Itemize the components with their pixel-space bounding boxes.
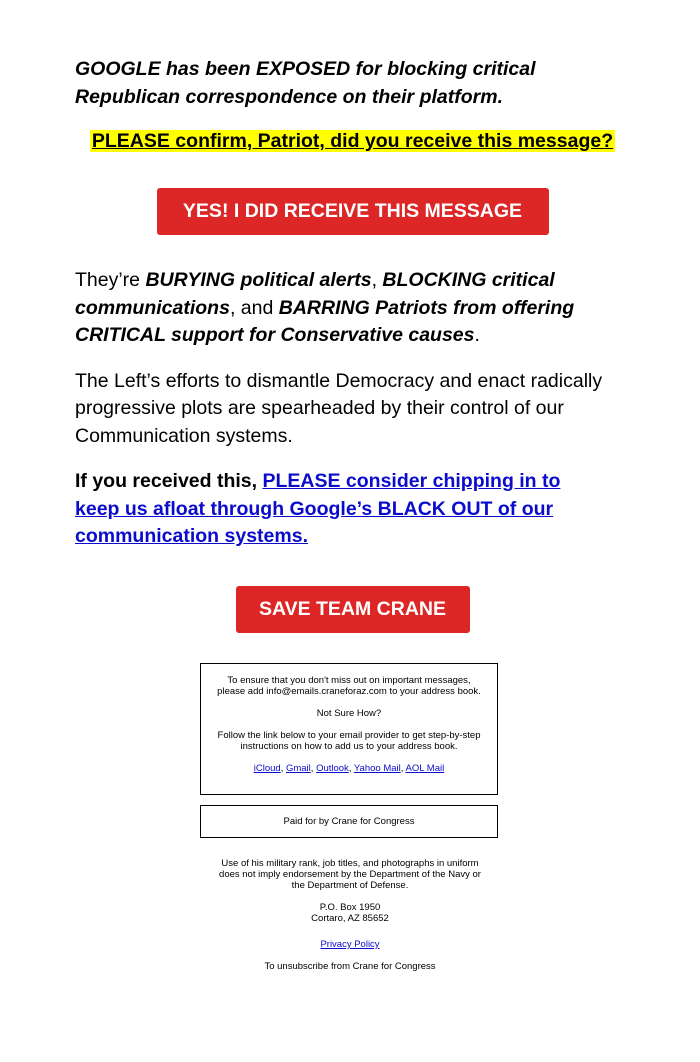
paid-for-box: [200, 805, 498, 838]
privacy-policy-link[interactable]: Privacy Policy: [320, 939, 380, 950]
cta-wrap-1: [75, 154, 630, 235]
chip-in-paragraph: [75, 468, 595, 551]
confirm-prompt-wrap: [75, 128, 630, 154]
privacy-policy-wrap: [0, 939, 700, 950]
para2-text-2: ,: [371, 269, 383, 291]
aol-mail-link[interactable]: AOL Mail: [405, 763, 445, 774]
provider-instructions: Follow the link below to your email provider to get step-by-step instructions on how to add us to your address book.: [217, 730, 481, 752]
paid-for-text: Paid for by Crane for Congress: [283, 816, 415, 827]
para2-emph-2: BLOCKING critical communications: [75, 269, 555, 319]
address-book-instructions: To ensure that you don't miss out on important messages, please add info@emails.craneforaz.com to your address book.: [217, 675, 481, 697]
icloud-link[interactable]: iCloud: [253, 763, 281, 774]
footer: [0, 858, 700, 972]
unsubscribe-text: To unsubscribe from Crane for Congress: [264, 961, 436, 972]
provider-sep: ,: [280, 763, 286, 774]
provider-sep: ,: [400, 763, 406, 774]
para2-text-3: , and: [229, 296, 279, 319]
yes-received-button[interactable]: YES! I DID RECEIVE THIS MESSAGE: [157, 188, 549, 235]
provider-links: [213, 763, 485, 774]
burying-paragraph: [75, 267, 630, 350]
yahoo-mail-link[interactable]: Yahoo Mail: [353, 763, 401, 774]
intro-headline: GOOGLE has been EXPOSED for blocking critical Republican correspondence on their platform.: [75, 58, 536, 108]
confirm-prompt: PLEASE confirm, Patriot, did you receive this message?: [91, 130, 614, 152]
para2-emph-1: BURYING political alerts: [145, 269, 372, 291]
provider-sep: ,: [310, 763, 317, 774]
cta-wrap-2: [75, 551, 630, 633]
chip-in-lead: If you received this,: [75, 470, 263, 492]
gmail-link[interactable]: Gmail: [285, 763, 311, 774]
para2-emph-3: BARRING Patriots from offering CRITICAL support for Conservative causes: [75, 296, 575, 346]
provider-sep: ,: [348, 763, 354, 774]
not-sure-how: Not Sure How?: [316, 708, 382, 719]
city-state-zip: Cortaro, AZ 85652: [311, 913, 389, 924]
po-box: P.O. Box 1950: [319, 902, 381, 913]
military-disclaimer: Use of his military rank, job titles, and photographs in uniform does not imply endorsement by the Department of the Navy or the Department of Defense.: [219, 858, 481, 891]
address-book-box: [200, 663, 498, 795]
outlook-link[interactable]: Outlook: [316, 763, 349, 774]
para2-text-1: They’re: [75, 269, 146, 291]
left-efforts-paragraph: The Left’s efforts to dismantle Democracy and enact radically progressive plots are spearheaded by their control of our Communication systems.: [75, 369, 603, 447]
para2-text-4: .: [474, 324, 480, 346]
save-team-crane-button[interactable]: SAVE TEAM CRANE: [236, 586, 470, 633]
chip-in-link[interactable]: PLEASE consider chipping in to keep us afloat through Google’s BLACK OUT of our communication systems.: [75, 470, 561, 547]
email-body: [75, 56, 630, 633]
